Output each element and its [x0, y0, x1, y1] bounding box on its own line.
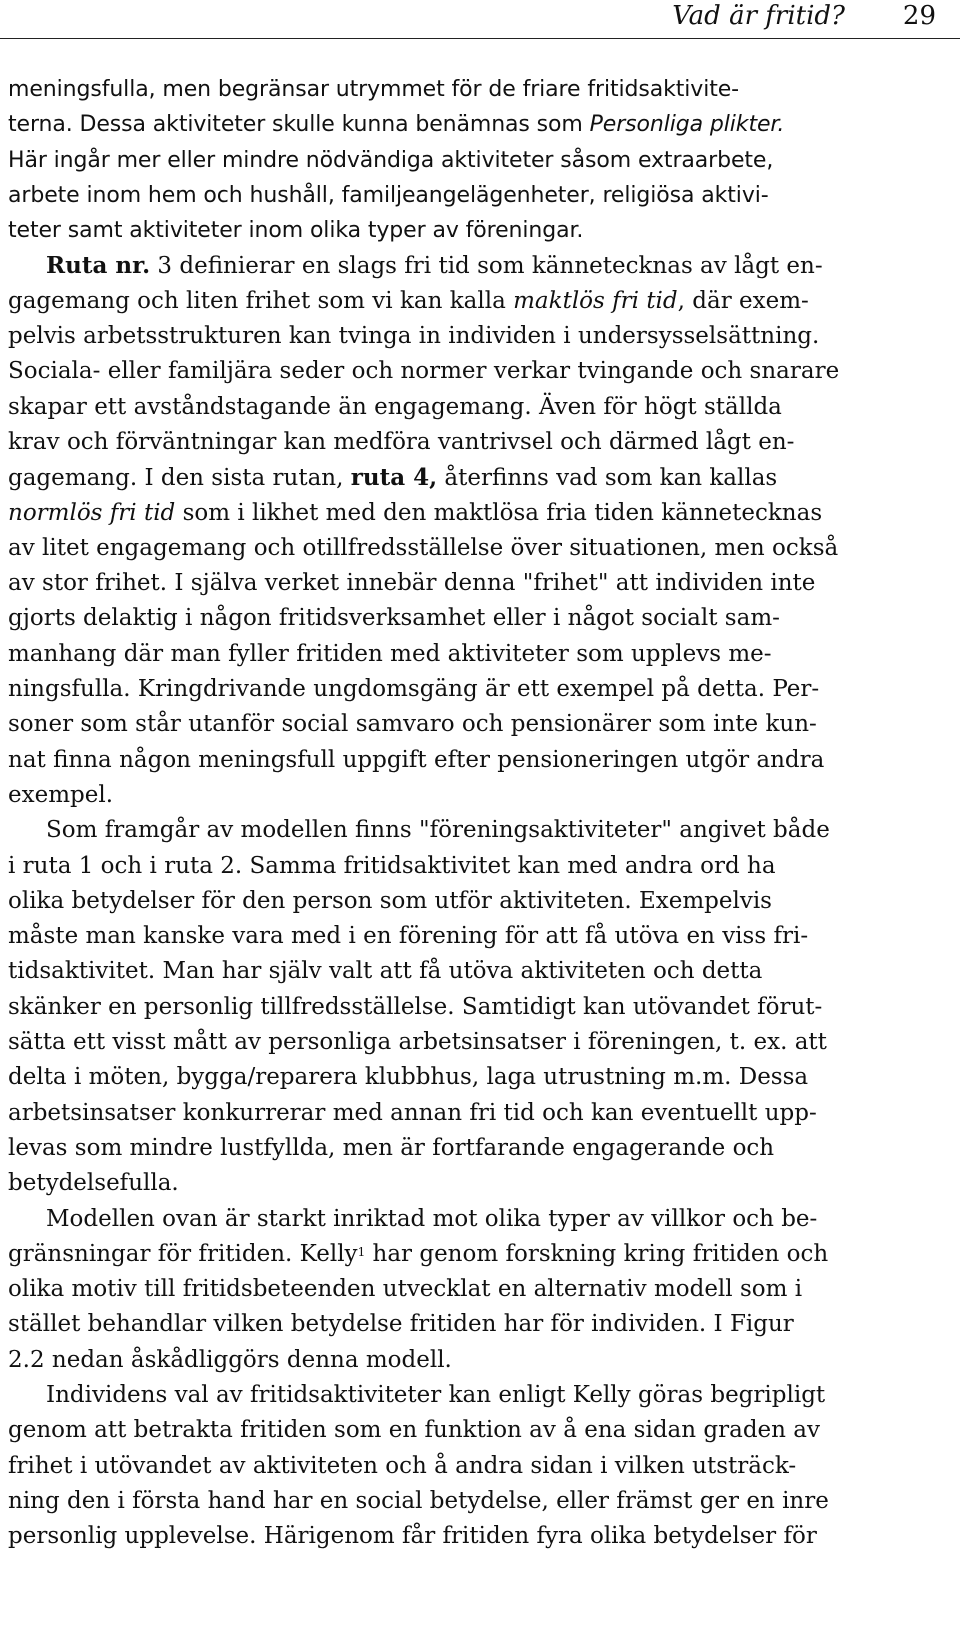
text-line: manhang där man fyller fritiden med aktiviteter som upplevs me-	[8, 640, 772, 667]
text-line: exempel.	[8, 781, 114, 808]
text-line: pelvis arbetsstrukturen kan tvinga in individen i undersysselsättning.	[8, 323, 820, 350]
text-line: krav och förväntningar kan medföra vantrivsel och därmed lågt en-	[8, 428, 795, 455]
text-line: Som framgår av modellen finns "föreningsaktiviteter" angivet både	[46, 817, 830, 844]
text-line: gagemang. I den sista rutan, ruta 4, återfinns vad som kan kallas	[8, 464, 778, 492]
page-number: 29	[902, 1, 936, 31]
text-line: personlig upplevelse. Härigenom får fritiden fyra olika betydelser för	[8, 1523, 817, 1550]
text-line: frihet i utövandet av aktiviteten och å andra sidan i vilken utsträck-	[8, 1452, 797, 1479]
text-line: sätta ett visst mått av personliga arbetsinsatser i föreningen, t. ex. att	[8, 1029, 827, 1056]
italic-term: maktlös fri tid	[513, 287, 678, 314]
text-line: levas som mindre lustfyllda, men är fortfarande engagerande och	[8, 1134, 775, 1161]
text-line: Individens val av fritidsaktiviteter kan enligt Kelly göras begripligt	[46, 1381, 826, 1408]
text-line: normlös fri tid som i likhet med den maktlösa fria tiden kännetecknas	[8, 499, 823, 526]
body-text	[8, 72, 952, 1554]
text-line: av litet engagemang och otillfredsställelse över situationen, men också	[8, 534, 839, 561]
italic-term: normlös fri tid	[8, 499, 176, 526]
bold-term: ruta 4,	[350, 464, 438, 492]
text-line: arbetsinsatser konkurrerar med annan fri tid och kan eventuellt upp-	[8, 1099, 817, 1126]
bold-term: Ruta nr.	[46, 252, 151, 280]
footnote-marker: 1	[357, 1244, 366, 1259]
text-line: Modellen ovan är starkt inriktad mot olika typer av villkor och be-	[46, 1205, 818, 1232]
text-line: olika motiv till fritidsbeteenden utvecklat en alternativ modell som i	[8, 1276, 803, 1303]
text-line: stället behandlar vilken betydelse fritiden har för individen. I Figur	[8, 1311, 794, 1338]
text-line: gränsningar för fritiden. Kelly$^1$ har genom forskning kring fritiden och	[8, 1240, 829, 1267]
text-line: arbete inom hem och hushåll, familjeangelägenheter, religiösa aktivi-	[8, 182, 769, 208]
text-line: ningsfulla. Kringdrivande ungdomsgäng är ett exempel på detta. Per-	[8, 676, 820, 703]
text-line: måste man kanske vara med i en förening för att få utöva en viss fri-	[8, 923, 809, 950]
text-line: soner som står utanför social samvaro och pensionärer som inte kun-	[8, 711, 817, 738]
text-line: genom att betrakta fritiden som en funktion av å ena sidan graden av	[8, 1417, 820, 1444]
text-line: nat finna någon meningsfull uppgift efter pensioneringen utgör andra	[8, 746, 825, 773]
text-line: tidsaktivitet. Man har själv valt att få utöva aktiviteten och detta	[8, 958, 763, 985]
text-line: Här ingår mer eller mindre nödvändiga aktiviteter såsom extraarbete,	[8, 147, 774, 173]
text-line: terna. Dessa aktiviteter skulle kunna benämnas som Personliga plikter.	[8, 112, 785, 138]
text-line: betydelsefulla.	[8, 1170, 179, 1197]
text-line: delta i möten, bygga/reparera klubbhus, laga utrustning m.m. Dessa	[8, 1064, 809, 1091]
text-line: Ruta nr. 3 definierar en slags fri tid som kännetecknas av lågt en-	[46, 252, 823, 280]
text-line: i ruta 1 och i ruta 2. Samma fritidsaktivitet kan med andra ord ha	[8, 852, 776, 879]
running-title: Vad är fritid?	[672, 1, 845, 31]
text-line: skapar ett avståndstagande än engagemang. Även för högt ställda	[8, 393, 782, 420]
text-line: teter samt aktiviteter inom olika typer av föreningar.	[8, 218, 584, 244]
text-line: olika betydelser för den person som utför aktiviteten. Exempelvis	[8, 887, 772, 914]
text-line: gjorts delaktig i någon fritidsverksamhet eller i något socialt sam-	[8, 605, 780, 632]
text-line: ning den i första hand har en social betydelse, eller främst ger en inre	[8, 1487, 829, 1514]
text-line: skänker en personlig tillfredsställelse. Samtidigt kan utövandet förut-	[8, 993, 823, 1020]
text-line: av stor frihet. I själva verket innebär denna "frihet" att individen inte	[8, 570, 816, 597]
text-line: Sociala- eller familjära seder och normer verkar tvingande och snarare	[8, 358, 840, 385]
text-line: gagemang och liten frihet som vi kan kalla maktlös fri tid, där exem-	[8, 287, 809, 314]
text-line: meningsfulla, men begränsar utrymmet för de friare fritidsaktivite-	[8, 77, 740, 102]
page-header	[0, 0, 960, 39]
text-line: 2.2 nedan åskådliggörs denna modell.	[8, 1346, 452, 1373]
italic-term: Personliga plikter.	[589, 112, 785, 138]
